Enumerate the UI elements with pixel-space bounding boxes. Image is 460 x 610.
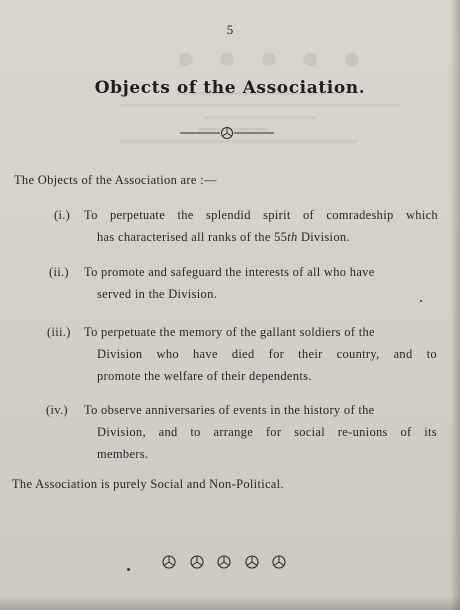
word: and (158, 425, 178, 439)
word: died (231, 347, 255, 361)
item-text-line: members. (97, 447, 149, 461)
word: to (190, 425, 201, 439)
word: of (400, 425, 412, 439)
page-number: 5 (226, 22, 234, 37)
word: re-unions (337, 425, 388, 439)
emblem-row (162, 555, 286, 571)
show-through-texture: ● ● ● ● ● (168, 48, 360, 69)
ink-speck (420, 300, 422, 302)
show-through-lines (120, 92, 400, 152)
closing-statement: The Association is purely Social and Non-Political. (12, 477, 284, 491)
item-text-line: served in the Division. (97, 287, 218, 301)
ordinal-suffix: th (287, 230, 298, 244)
trefoil-emblem-icon (162, 555, 176, 569)
word: for (268, 347, 285, 361)
word: its (424, 425, 437, 439)
trefoil-emblem-icon (245, 555, 259, 569)
item-text-line (97, 343, 437, 365)
word: for (265, 425, 282, 439)
word: the (177, 208, 194, 222)
divider-ornament-icon (180, 126, 274, 140)
item-numeral: (iv.) (46, 403, 68, 417)
word: their (298, 347, 323, 361)
ordinal-number: 55 (274, 230, 288, 244)
item-numeral: (iii.) (47, 325, 71, 339)
item-numeral: (i.) (54, 208, 71, 222)
trefoil-emblem-icon (190, 555, 204, 569)
word: Division, (97, 425, 146, 439)
word: country, (336, 347, 380, 361)
word: of (303, 208, 315, 222)
trefoil-emblem-icon (272, 555, 286, 569)
word: Division (97, 347, 143, 361)
word: which (405, 208, 438, 222)
word: arrange (213, 425, 254, 439)
item-text-fragment: Division. (297, 230, 350, 244)
word: have (193, 347, 218, 361)
item-text-line (97, 226, 350, 248)
ink-speck (127, 568, 130, 571)
word: social (294, 425, 326, 439)
word: To (84, 208, 98, 222)
trefoil-emblem-icon (217, 555, 231, 569)
item-text-line: To perpetuate the memory of the gallant soldiers of the (84, 325, 375, 339)
item-text-line: To promote and safeguard the interests of all who have (84, 265, 375, 279)
item-text-line: To observe anniversaries of events in the history of the (84, 403, 375, 417)
page-title: Objects of the Association. (94, 78, 366, 98)
intro-text: The Objects of the Association are :— (14, 173, 217, 187)
page-bottom-shadow (0, 596, 460, 610)
word: spirit (263, 208, 291, 222)
item-text-line (84, 204, 438, 226)
word: perpetuate (110, 208, 166, 222)
word: splendid (205, 208, 251, 222)
item-numeral: (ii.) (49, 265, 69, 279)
word: and (393, 347, 413, 361)
item-text-fragment: has characterised all ranks of the (97, 230, 275, 244)
item-text-line: promote the welfare of their dependents. (97, 369, 312, 383)
word: to (426, 347, 437, 361)
word: comradeship (326, 208, 394, 222)
word: who (156, 347, 179, 361)
item-text-line (97, 421, 437, 443)
